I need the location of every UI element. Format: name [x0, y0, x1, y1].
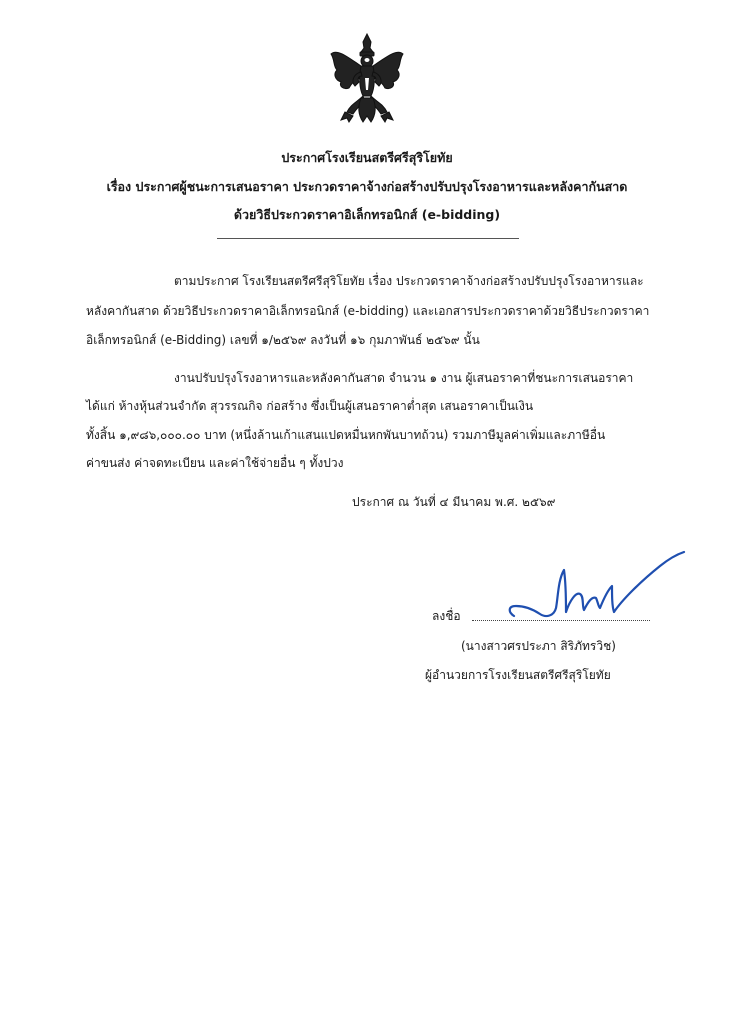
announcement-method: ด้วยวิธีประกวดราคาอิเล็กทรอนิกส์ (e-bidding) [233, 207, 501, 222]
announcement-subject: เรื่อง ประกาศผู้ชนะการเสนอราคา ประกวดราคาจ้างก่อสร้างปรับปรุงโรงอาหารและหลังคากันสาด [106, 179, 628, 194]
signatory-name: (นางสาวศรประภา สิริภัทรวิช) [461, 639, 616, 653]
paragraph-1-line-1: ตามประกาศ โรงเรียนสตรีศรีสุริโยทัย เรื่อง ประกวดราคาจ้างก่อสร้างปรับปรุงโรงอาหารและ [174, 274, 644, 288]
paragraph-2-line-3: ทั้งสิ้น ๑,๙๘๖,๐๐๐.๐๐ บาท (หนึ่งล้านเก้าแสนแปดหมื่นหกพันบาทถ้วน) รวมภาษีมูลค่าเพิ่มและภาษีอื่น [86, 428, 606, 442]
paragraph-1-line-3: อิเล็กทรอนิกส์ (e-Bidding) เลขที่ ๑/๒๕๖๙ ลงวันที่ ๑๖ กุมภาพันธ์ ๒๕๖๙ นั้น [86, 333, 480, 347]
signatory-position: ผู้อำนวยการโรงเรียนสตรีศรีสุริโยทัย [425, 668, 611, 682]
paragraph-2-line-1: งานปรับปรุงโรงอาหารและหลังคากันสาด จำนวน ๑ งาน ผู้เสนอราคาที่ชนะการเสนอราคา [174, 371, 634, 385]
header-divider [217, 238, 519, 239]
announcement-title: ประกาศโรงเรียนสตรีศรีสุริโยทัย [281, 150, 453, 165]
announcement-date: ประกาศ ณ วันที่ ๔ มีนาคม พ.ศ. ๒๕๖๙ [352, 495, 556, 509]
handwritten-signature-icon [500, 548, 690, 628]
paragraph-2-line-4: ค่าขนส่ง ค่าจดทะเบียน และค่าใช้จ่ายอื่น ๆ ทั้งปวง [86, 456, 344, 470]
paragraph-2-line-2: ได้แก่ ห้างหุ้นส่วนจำกัด สุวรรณกิจ ก่อสร้าง ซึ่งเป็นผู้เสนอราคาต่ำสุด เสนอราคาเป็นเงิน [86, 399, 534, 413]
signature-label: ลงชื่อ [432, 609, 461, 623]
paragraph-1-line-2: หลังคากันสาด ด้วยวิธีประกวดราคาอิเล็กทรอนิกส์ (e-bidding) และเอกสารประกวดราคาด้วยวิธีประกวดราคา [86, 304, 650, 318]
garuda-emblem-icon [327, 32, 407, 124]
